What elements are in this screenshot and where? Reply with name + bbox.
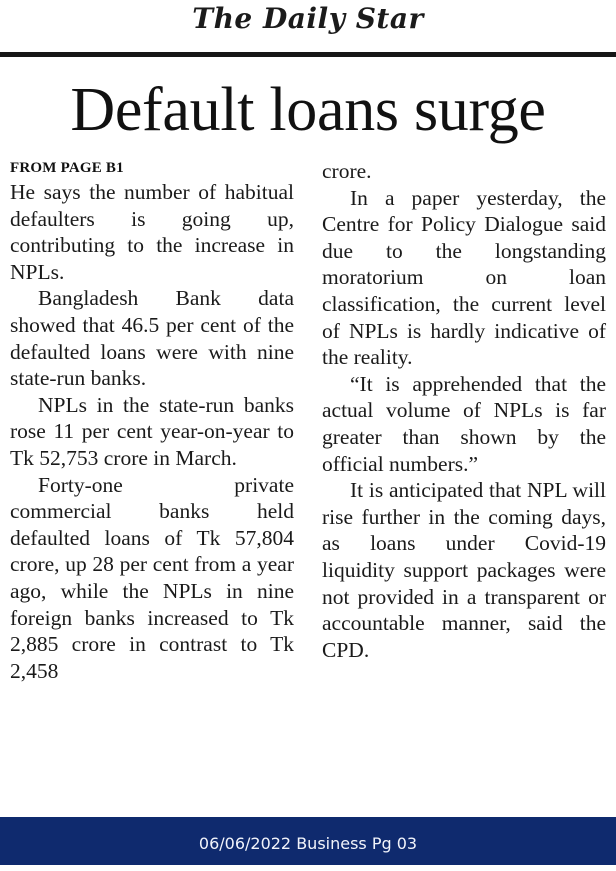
paragraph: “It is apprehended that the actual volume of NPLs is far greater than shown by the official numbers.” bbox=[322, 371, 606, 476]
paragraph: NPLs in the state-run banks rose 11 per cent year-on-year to Tk 52,753 crore in March. bbox=[10, 392, 294, 470]
paragraph: He says the number of habitual defaulters is going up, contributing to the increase in NPLs. bbox=[10, 180, 294, 284]
headline: Default loans surge bbox=[70, 76, 546, 144]
paragraph: Forty-one private commercial banks held defaulted loans of Tk 57,804 crore, up 28 per cent from a year ago, while the NPLs in nine foreign banks increased to Tk 2,885 crore in contrast to Tk 2,458 bbox=[10, 472, 294, 683]
date-page-band bbox=[0, 817, 616, 865]
masthead-rule bbox=[0, 52, 616, 57]
paragraph: It is anticipated that NPL will rise further in the coming days, as loans under Covid-19 liquidity support packages were not provided in a transparent or accountable manner, said the CPD. bbox=[322, 478, 606, 662]
paragraph: crore. bbox=[322, 159, 372, 183]
article-column-right bbox=[322, 158, 606, 663]
paragraph: In a paper yesterday, the Centre for Policy Dialogue said due to the longstanding moratorium on loan classification, the current level of NPLs is hardly indicative of the reality. bbox=[322, 185, 606, 370]
date-page-label: 06/06/2022 Business Pg 03 bbox=[198, 834, 418, 853]
newspaper-masthead: The Daily Star bbox=[192, 2, 424, 35]
article-column-left bbox=[10, 158, 294, 684]
continuation-kicker: FROM PAGE B1 bbox=[10, 160, 124, 176]
paragraph: Bangladesh Bank data showed that 46.5 per cent of the defaulted loans were with nine state-run banks. bbox=[10, 286, 294, 391]
